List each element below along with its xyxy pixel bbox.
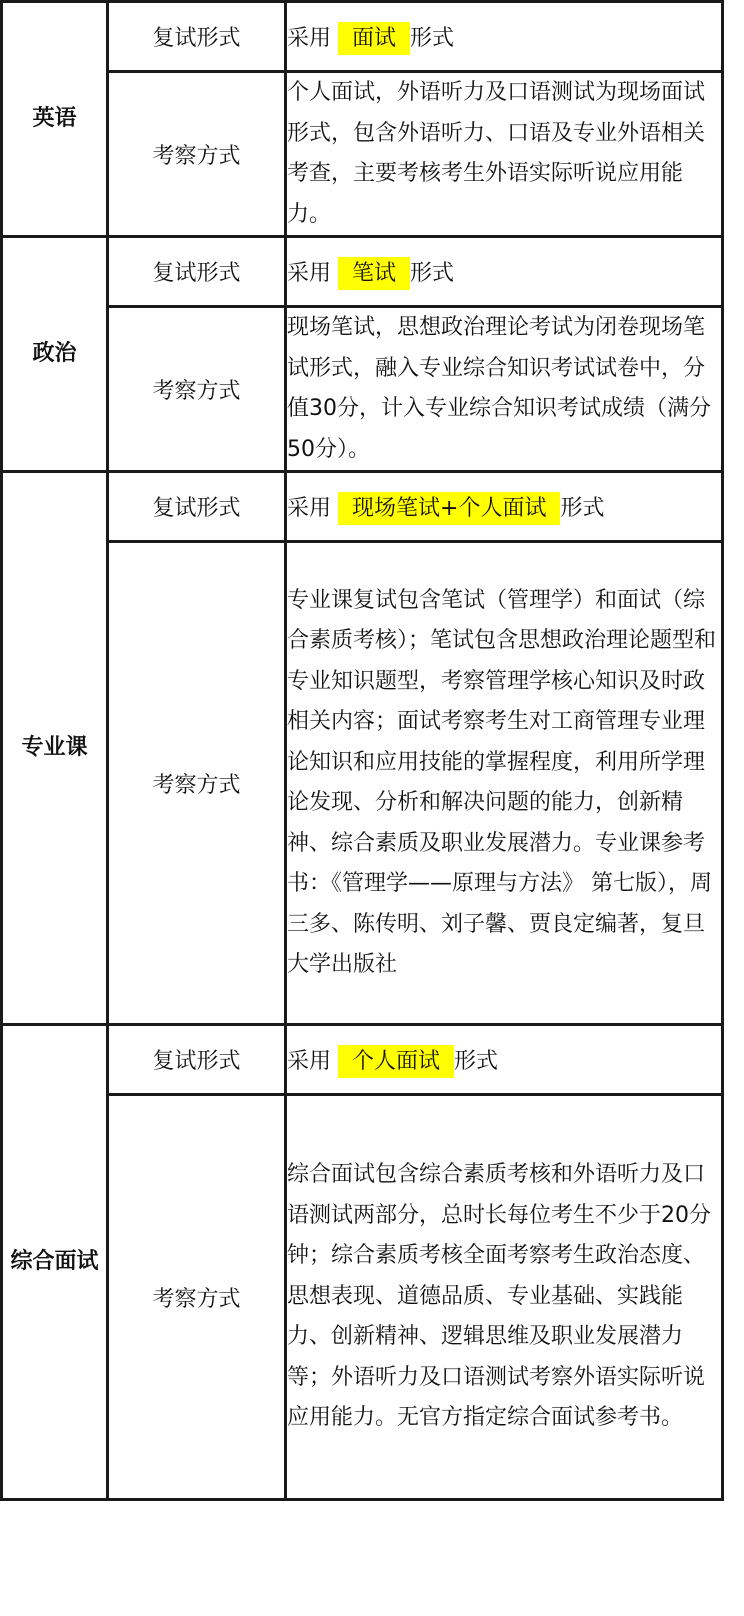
- table-row: [2, 1025, 723, 1095]
- desc-label: 考察方式: [108, 1095, 286, 1500]
- form-cell: [286, 2, 723, 72]
- desc-label: 考察方式: [108, 307, 286, 472]
- subject-cell-english: 英语: [2, 2, 108, 237]
- form-highlight: 现场笔试+个人面试: [338, 492, 560, 525]
- form-suffix: 形式: [454, 1049, 499, 1074]
- table-row: [2, 2, 723, 72]
- table-row: [2, 1095, 723, 1500]
- form-highlight: 笔试: [338, 257, 410, 290]
- form-label: 复试形式: [108, 237, 286, 307]
- subject-cell-comprehensive: 综合面试: [2, 1025, 108, 1500]
- form-label: 复试形式: [108, 1025, 286, 1095]
- form-label: 复试形式: [108, 2, 286, 72]
- subject-cell-major: 专业课: [2, 472, 108, 1025]
- table-row: [2, 542, 723, 1025]
- form-prefix: 采用: [287, 1049, 332, 1074]
- table-row: [2, 472, 723, 542]
- desc-label: 考察方式: [108, 542, 286, 1025]
- subject-cell-politics: 政治: [2, 237, 108, 472]
- form-cell: [286, 237, 723, 307]
- form-label: 复试形式: [108, 472, 286, 542]
- form-suffix: 形式: [560, 496, 605, 521]
- description-cell: 个人面试，外语听力及口语测试为现场面试形式，包含外语听力、口语及专业外语相关考查，主要考核考生外语实际听说应用能力。: [286, 72, 723, 237]
- table-row: [2, 307, 723, 472]
- form-cell: [286, 1025, 723, 1095]
- form-highlight: 面试: [338, 22, 410, 55]
- description-cell: 专业课复试包含笔试（管理学）和面试（综合素质考核）；笔试包含思想政治理论题型和专业知识题型，考察管理学核心知识及时政相关内容；面试考察考生对工商管理专业理论知识和应用技能的掌握程度，利用所学理论发现、分析和解决问题的能力，创新精神、综合素质及职业发展潜力。专业课参考书：《管理学——原理与方法》 第七版），周三多、陈传明、刘子馨、贾良定编著，复旦大学出版社: [286, 542, 723, 1025]
- form-prefix: 采用: [287, 261, 332, 286]
- description-cell: 综合面试包含综合素质考核和外语听力及口语测试两部分，总时长每位考生不少于20分钟；综合素质考核全面考察考生政治态度、思想表现、道德品质、专业基础、实践能力、创新精神、逻辑思维及职业发展潜力等；外语听力及口语测试考察外语实际听说应用能力。无官方指定综合面试参考书。: [286, 1095, 723, 1500]
- desc-label: 考察方式: [108, 72, 286, 237]
- form-prefix: 采用: [287, 26, 332, 51]
- form-suffix: 形式: [410, 261, 455, 286]
- description-cell: 现场笔试，思想政治理论考试为闭卷现场笔试形式，融入专业综合知识考试试卷中，分值30分，计入专业综合知识考试成绩（满分50分）。: [286, 307, 723, 472]
- form-prefix: 采用: [287, 496, 332, 521]
- table-row: [2, 237, 723, 307]
- table-row: [2, 72, 723, 237]
- form-highlight: 个人面试: [338, 1045, 454, 1078]
- form-cell: [286, 472, 723, 542]
- form-suffix: 形式: [410, 26, 455, 51]
